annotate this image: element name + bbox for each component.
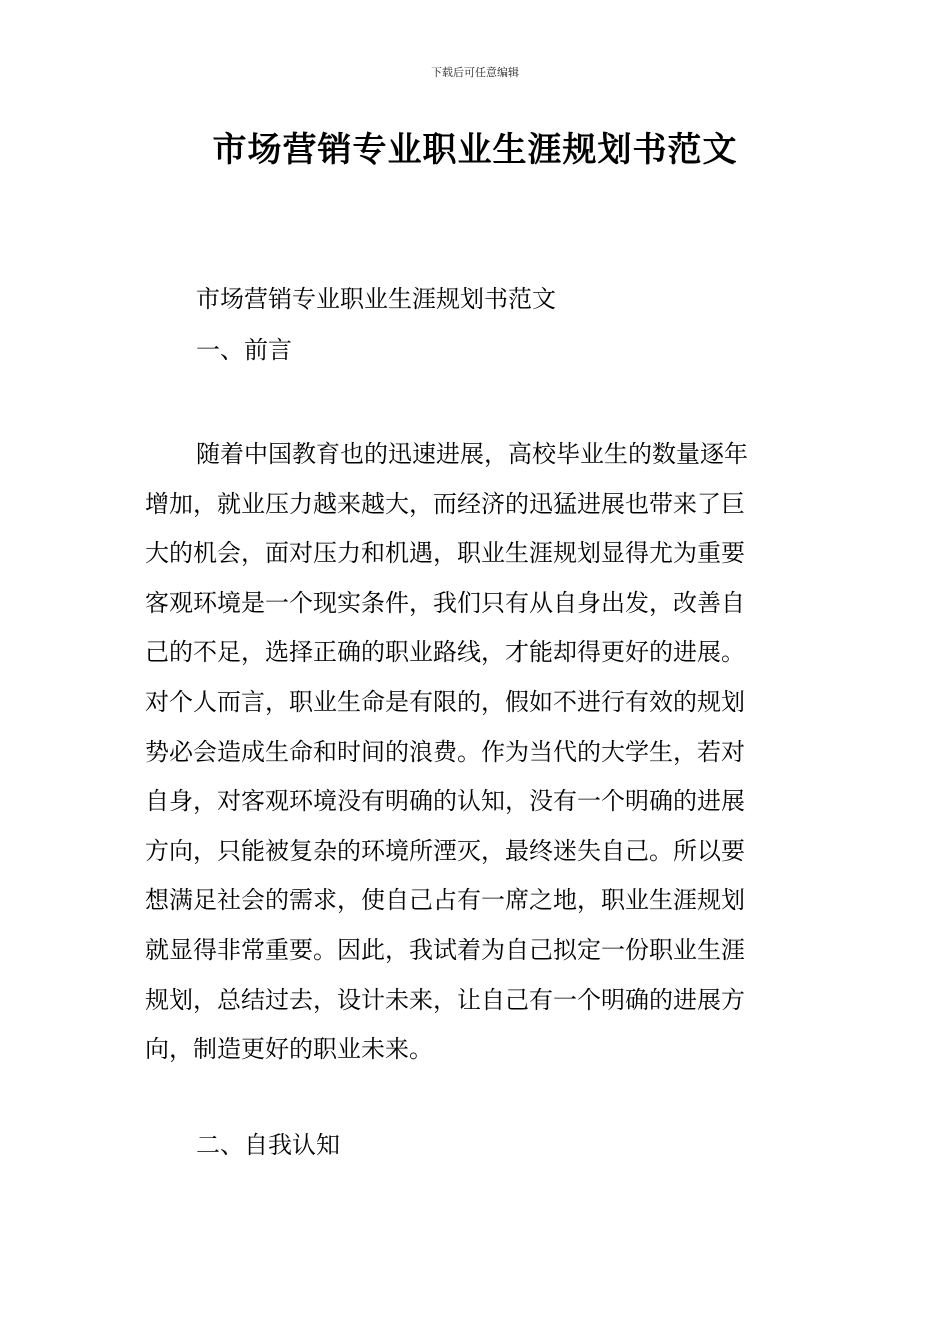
document-subtitle: 市场营销专业职业生涯规划书范文 bbox=[196, 285, 556, 313]
section-heading-self-awareness: 二、自我认知 bbox=[196, 1131, 340, 1159]
paragraph-line: 想满足社会的需求，使自己占有一席之地，职业生涯规划 bbox=[145, 886, 745, 915]
paragraph-line: 增加，就业压力越来越大，而经济的迅猛进展也带来了巨 bbox=[145, 489, 745, 518]
paragraph-line: 方向，只能被复杂的环境所湮灭，最终迷失自己。所以要 bbox=[145, 836, 745, 865]
header-note: 下载后可任意编辑 bbox=[431, 66, 519, 79]
preface-paragraph bbox=[145, 430, 815, 1075]
paragraph-line: 己的不足，选择正确的职业路线，才能却得更好的进展。 bbox=[145, 638, 745, 667]
paragraph-line: 势必会造成生命和时间的浪费。作为当代的大学生，若对 bbox=[145, 737, 745, 766]
paragraph-line: 客观环境是一个现实条件，我们只有从自身出发，改善自 bbox=[145, 588, 745, 617]
section-heading-preface: 一、前言 bbox=[196, 336, 292, 364]
paragraph-line: 大的机会，面对压力和机遇，职业生涯规划显得尤为重要 bbox=[145, 539, 745, 568]
paragraph-line: 自身，对客观环境没有明确的认知，没有一个明确的进展 bbox=[145, 787, 745, 816]
paragraph-line: 随着中国教育也的迅速进展，高校毕业生的数量逐年 bbox=[196, 440, 748, 468]
document-title: 市场营销专业职业生涯规划书范文 bbox=[212, 130, 738, 170]
paragraph-line: 对个人而言，职业生命是有限的，假如不进行有效的规划 bbox=[145, 687, 745, 716]
paragraph-line: 就显得非常重要。因此，我试着为自己拟定一份职业生涯 bbox=[145, 935, 745, 964]
paragraph-line: 向，制造更好的职业未来。 bbox=[145, 1035, 433, 1064]
paragraph-line: 规划，总结过去，设计未来，让自己有一个明确的进展方 bbox=[145, 985, 745, 1014]
